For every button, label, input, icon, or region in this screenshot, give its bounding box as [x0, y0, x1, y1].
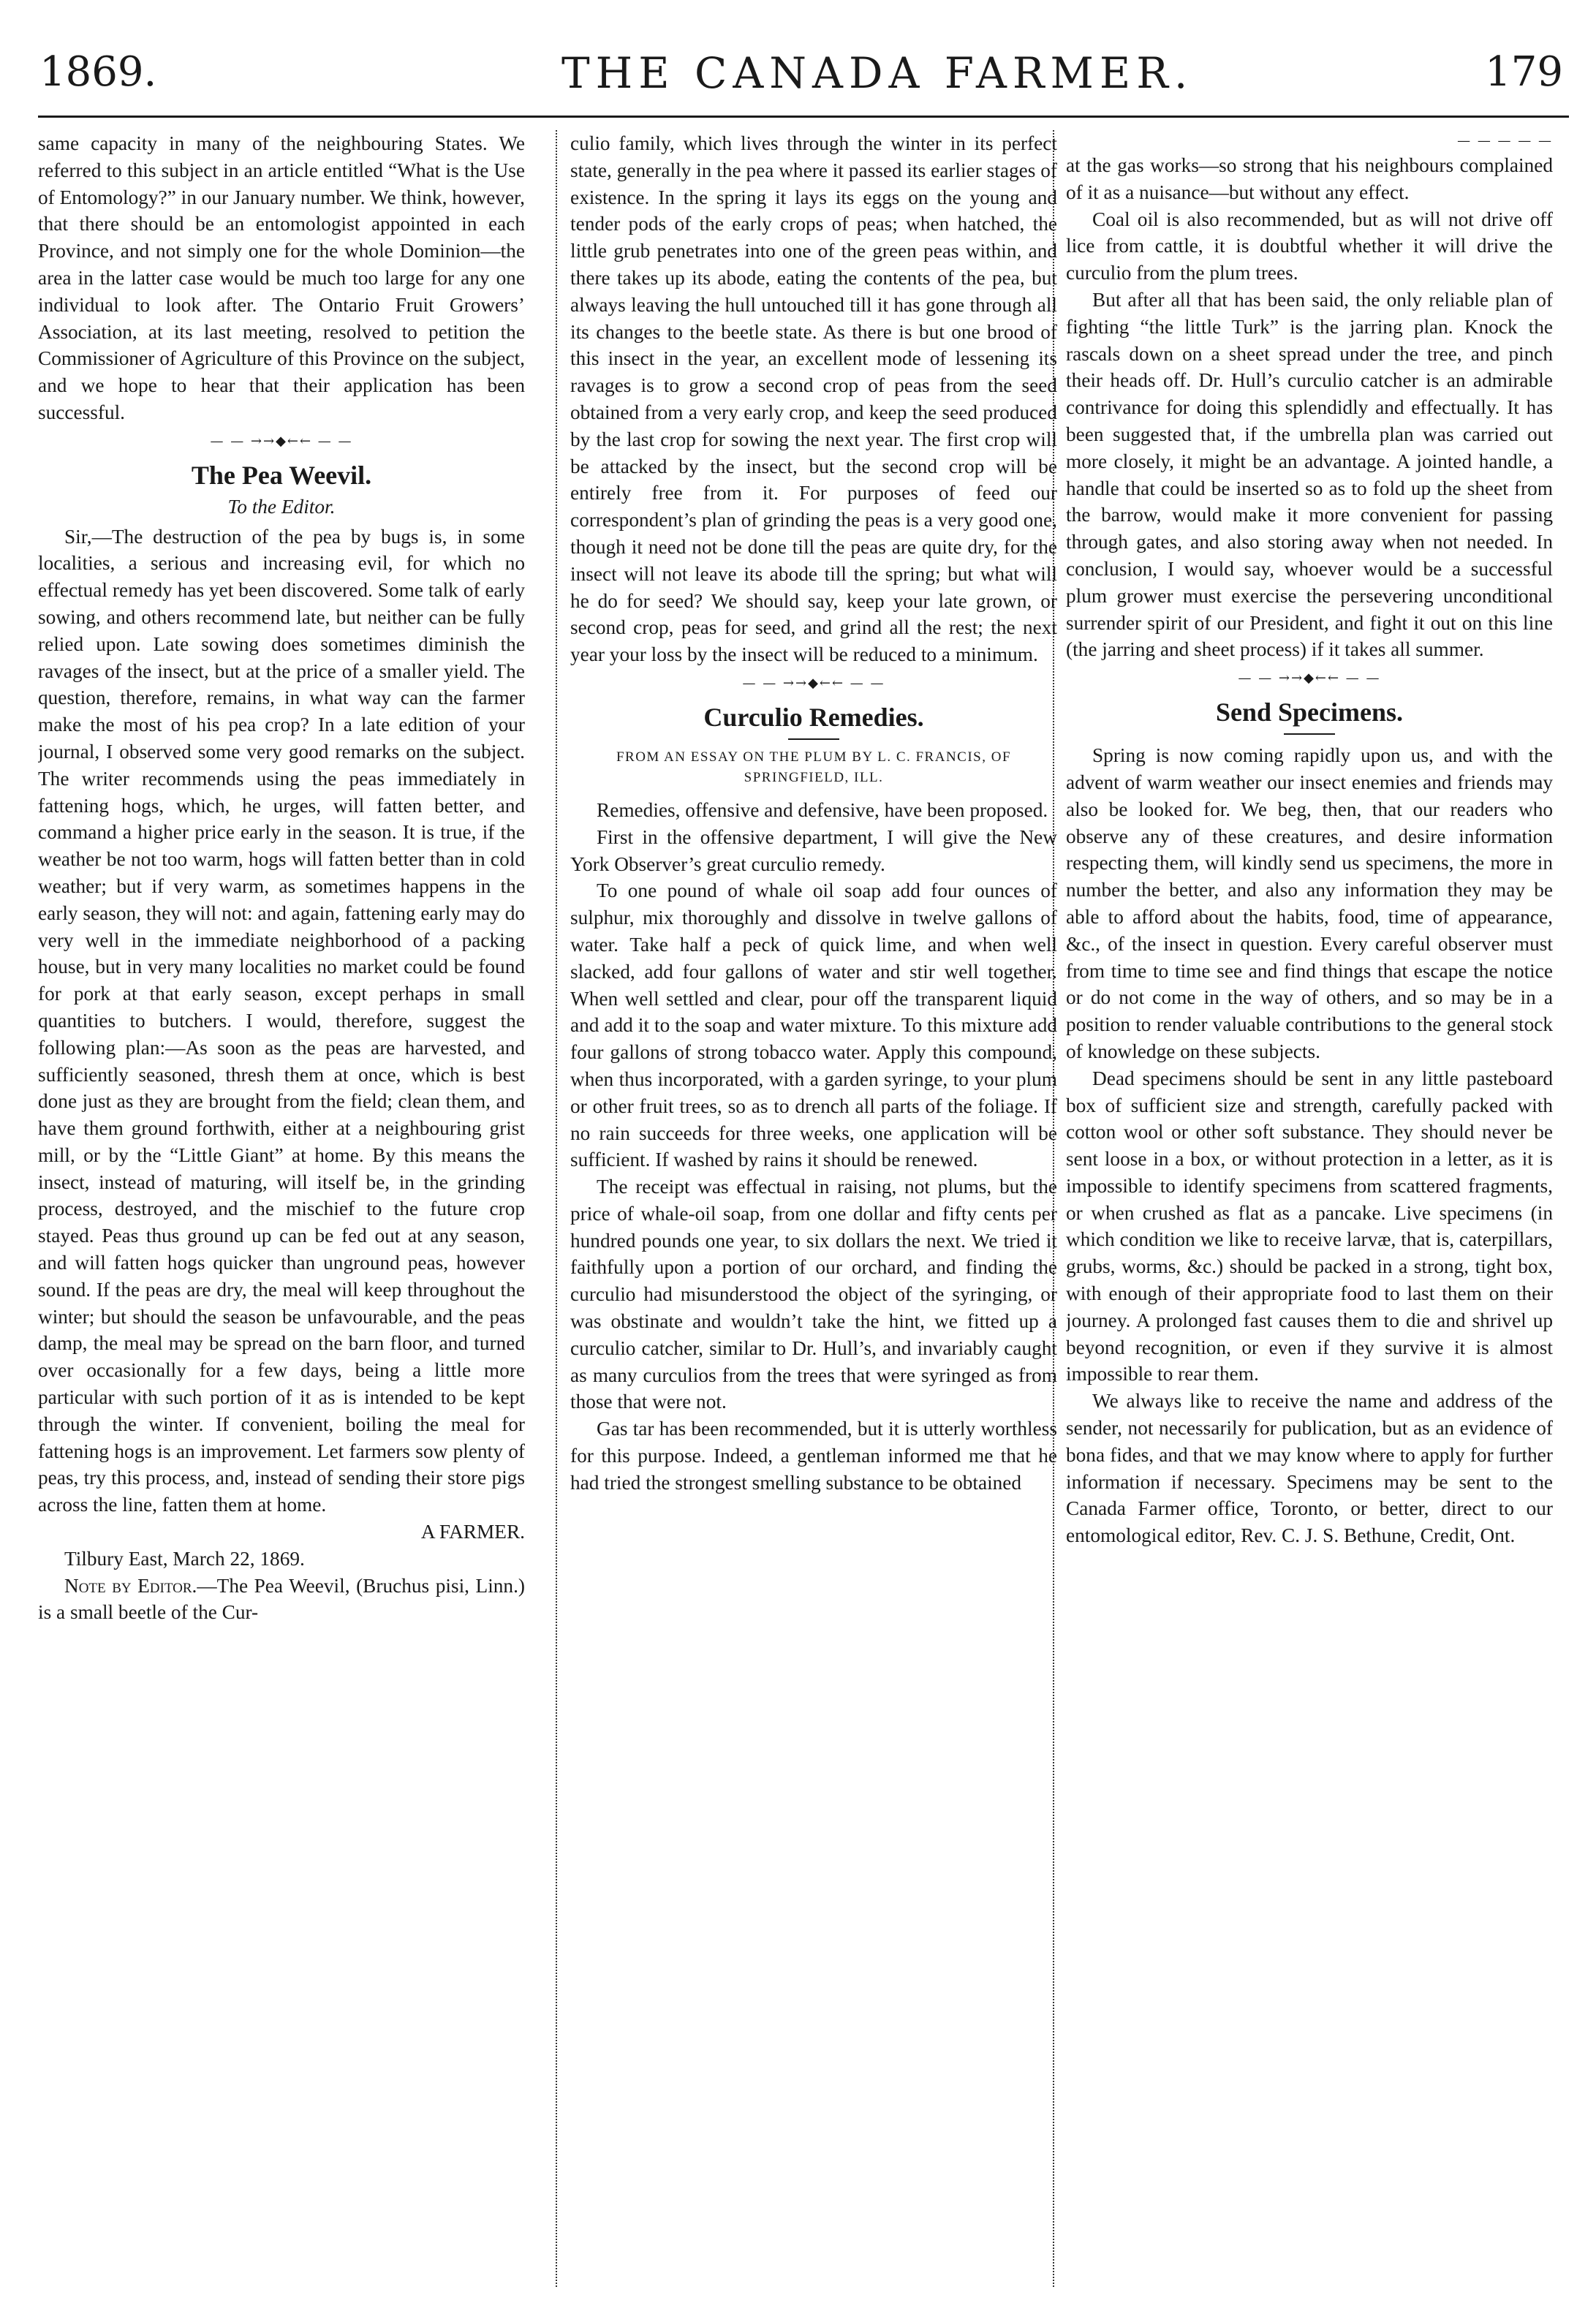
letter-signature: A FARMER. — [420, 1521, 525, 1543]
paragraph: same capacity in many of the neighbouring States. We referred to this subject in an article entitled “What is the Use of Entomology?” in our January number. We think, however, that there should be an entomologist appointed in each Province, and not simply one for the whole Dominion—the area in the latter case would be much too large for any one individual to look after. The Ontario Fruit Growers’ Association, at its last meeting, resolved to petition the Commissioner of Agriculture of this Province on the subject, and we hope to hear that their application has been successful. — [38, 132, 525, 423]
article-subheading: To the Editor. — [227, 495, 336, 518]
editor-note — [38, 1573, 525, 1627]
paragraph: The receipt was effectual in raising, not plums, but the price of whale-oil soap, from one dollar and fifty cents per hundred pounds one year, to six dollars the next. We tried it faithfully upon a portion of our orchard, and finding the curculio had misunderstood the object of the syringing, or was obstinate and wouldn’t take the hint, we fitted up a curculio catcher, similar to Dr. Hull’s, and invariably caught as many curculios from the trees that were syringed as from those that were not. — [570, 1176, 1057, 1413]
page-header — [35, 35, 1570, 108]
paragraph: culio family, which lives through the winter in its perfect state, generally in the pea where it passed its earlier stages of existence. In the spring it lays its eggs on the young and tender pods of the early crops of peas; when hatched, the little grub penetrates into one of the green peas within, and there takes up its abode, eating the contents of the pea, but always leaving the hull untouched till it has gone through all its changes to the beetle state. As there is but one brood of this insect in the year, an excellent mode of lessening its ravages is to grow a second crop of peas from the seed obtained from a very early crop, and keep the seed produced by the last crop for sowing the next year. The first crop will be attacked by the insect, but the second crop will be entirely free from it. For purposes of feed our correspondent’s plan of grinding the peas is a very good one, though it need not be done till the peas are quite dry, for the insect will not leave its abode till the spring; but what will he do for seed? We should say, keep your late grown, or second crop, peas for seed, and grind all the rest; the next year your loss by the insect will be reduced to a minimum. — [570, 132, 1057, 666]
paragraph: Gas tar has been recommended, but it is utterly worthless for this purpose. Indeed, a gentleman informed me that he had tried the strongest smelling substance to be obtained — [570, 1418, 1057, 1494]
paragraph: Remedies, offensive and defensive, have been proposed. — [597, 798, 1048, 821]
heading-rule — [1284, 733, 1335, 735]
article-heading-send-specimens: Send Specimens. — [1215, 697, 1404, 727]
heading-rule — [788, 738, 839, 740]
editor-note-text: —The Pea Weevil, (Bruchus pisi, Linn.) is a small beetle of the Cur- — [38, 1574, 525, 1624]
letter-dateline: Tilbury East, March 22, 1869. — [64, 1547, 305, 1570]
header-rule — [38, 116, 1569, 118]
paragraph: To one pound of whale oil soap add four ounces of sulphur, mix thoroughly and dissolve in twelve gallons of water. Take half a peck of quick lime, and when well slacked, add four gallons of water and stir well together. When well settled and clear, pour off the transparent liquid and add it to the soap and water mixture. To this mixture add four gallons of strong tobacco water. Apply this compound, when thus incorporated, with a garden syringe, to your plum or other fruit trees, so as to drench all parts of the foliage. If no rain succeeds for three weeks, one application will be sufficient. If washed by rains it should be renewed. — [570, 880, 1057, 1171]
section-ornament: — — →→◆←← — — — [742, 675, 885, 691]
paragraph: Dead specimens should be sent in any little pasteboard box of sufficient size and strength, carefully packed with cotton wool or other soft substance. They should never be sent loose in a box, or without protection in a letter, as it is impossible to identify specimens from scattered fragments, or when crushed as flat as a pancake. Live specimens (in which condition we like to receive larvæ, that is, caterpillars, grubs, worms, &c.) should be packed in a strong, tight box, with enough of their appropriate food to last them on their journey. A prolonged fast causes them to die and shrivel up beyond recognition, or even if they survive it is almost impossible to rear them. — [1066, 1067, 1553, 1385]
column-separator — [556, 130, 557, 2287]
paragraph: Spring is now coming rapidly upon us, and with the advent of warm weather our insect enemies and friends may also be looked for. We beg, then, that our readers who observe any of these creatures, and desire information respecting them, will kindly send us specimens, the more in number the better, and also any information they may be able to afford about the habits, food, time of appearance, &c., of the insect in question. Every careful observer must from time to time see and find things that escape the notice or do not come in the way of others, and so may be in a position to render valuable contributions to the general stock of knowledge on these subjects. — [1066, 744, 1553, 1062]
article-heading-curculio-remedies: Curculio Remedies. — [703, 702, 924, 732]
top-ornament: — — — — — — [1457, 133, 1553, 148]
editor-note-label: Note by Editor. — [64, 1574, 197, 1597]
paragraph: at the gas works—so strong that his neighbours complained of it as a nuisance—but without any effect. — [1066, 154, 1553, 203]
letter-paragraph: Sir,—The destruction of the pea by bugs is, in some localities, a serious and increasing evil, for which no effectual remedy has yet been discovered. Some talk of early sowing, and others recommend late, but neither can be fully relied upon. Late sowing does sometimes diminish the ravages of the insect, but at the price of a smaller yield. The question, therefore, remains, in what way can the farmer make the most of his pea crop? In a late edition of your journal, I observed some very good remarks on the subject. The writer recommends using the peas immediately in fattening hogs, which, he urges, will fatten better, and command a higher price early in the season. It is true, if the weather be not too warm, hogs will fatten better than in cold weather; but if very warm, as sometimes happens in the early season, they will not: and again, fattening early may do very well in the immediate neighborhood of a packing house, but in very many localities no market could be found for pork at that early season, except perhaps in small quantities to butchers. I would, therefore, suggest the following plan:—As soon as the peas are harvested, and sufficiently seasoned, thresh them at once, which is best done just as they are brought from the field; clean them, and have them ground forthwith, either at a neighbouring grist mill, or by the “Little Giant” at home. By this means the insect, instead of maturing, will itself be, in the grinding process, destroyed, and the mischief to the future crop stayed. Peas thus ground up can be fed out at any season, and will fatten hogs quicker than unground peas, however sound. If the peas are dry, the meal will keep throughout the winter; but should the season be unfavourable, and the peas damp, the meal may be spread on the barn floor, and turned over occasionally for a few days, being a little more particular with such portion of it as is intended to be kept through the winter. If convenient, boiling the meal for fattening hogs is an improvement. Let farmers sow plenty of peas, try this process, and, instead of sending their store pigs across the line, fatten them at home. — [38, 525, 525, 1516]
paragraph: First in the offensive department, I will give the New York Observer’s great curculio remedy. — [570, 825, 1057, 875]
column-3 — [1066, 130, 1553, 2287]
column-1 — [38, 130, 525, 2287]
section-ornament: — — →→◆←← — — — [1238, 670, 1381, 687]
paragraph: We always like to receive the name and address of the sender, not necessarily for publication, but as an evidence of bona fides, and that we may know where to apply for further information if necessary. Specimens may be sent to the Canada Farmer office, Toronto, or better, direct to our entomological editor, Rev. C. J. S. Bethune, Credit, Ont. — [1066, 1390, 1553, 1547]
signature-line — [38, 1519, 525, 1546]
header-year: 1869. — [39, 48, 157, 96]
publication-title: THE CANADA FARMER. — [561, 48, 1194, 98]
article-byline: FROM AN ESSAY ON THE PLUM BY L. C. FRANCIS, OF SPRINGFIELD, ILL. — [616, 749, 1012, 785]
paragraph: Coal oil is also recommended, but as will not drive off lice from cattle, it is doubtful whether it will drive the curculio from the plum trees. — [1066, 208, 1553, 284]
paragraph: But after all that has been said, the only reliable plan of fighting “the little Turk” is the jarring plan. Knock the rascals down on a sheet spread under the tree, and pinch their heads off. Dr. Hull’s curculio catcher is an admirable contrivance for doing this splendidly and effectually. It has been suggested that, if the umbrella plan was carried out more closely, it might be an advantage. A jointed handle, a handle that could be inserted so as to fold up the sheet from the barrow, would make it more convenient for passing through gates, and also storing away when not needed. In conclusion, I would say, whoever would be a successful plum grower must exercise the persevering unconditional surrender spirit of our President, and fight it out on this line (the jarring and sheet process) if it takes all summer. — [1066, 288, 1553, 661]
column-2 — [570, 130, 1057, 2287]
page-number: 179 — [1485, 48, 1563, 96]
section-ornament: — — →→◆←← — — — [210, 433, 353, 449]
article-heading-pea-weevil: The Pea Weevil. — [191, 460, 372, 490]
